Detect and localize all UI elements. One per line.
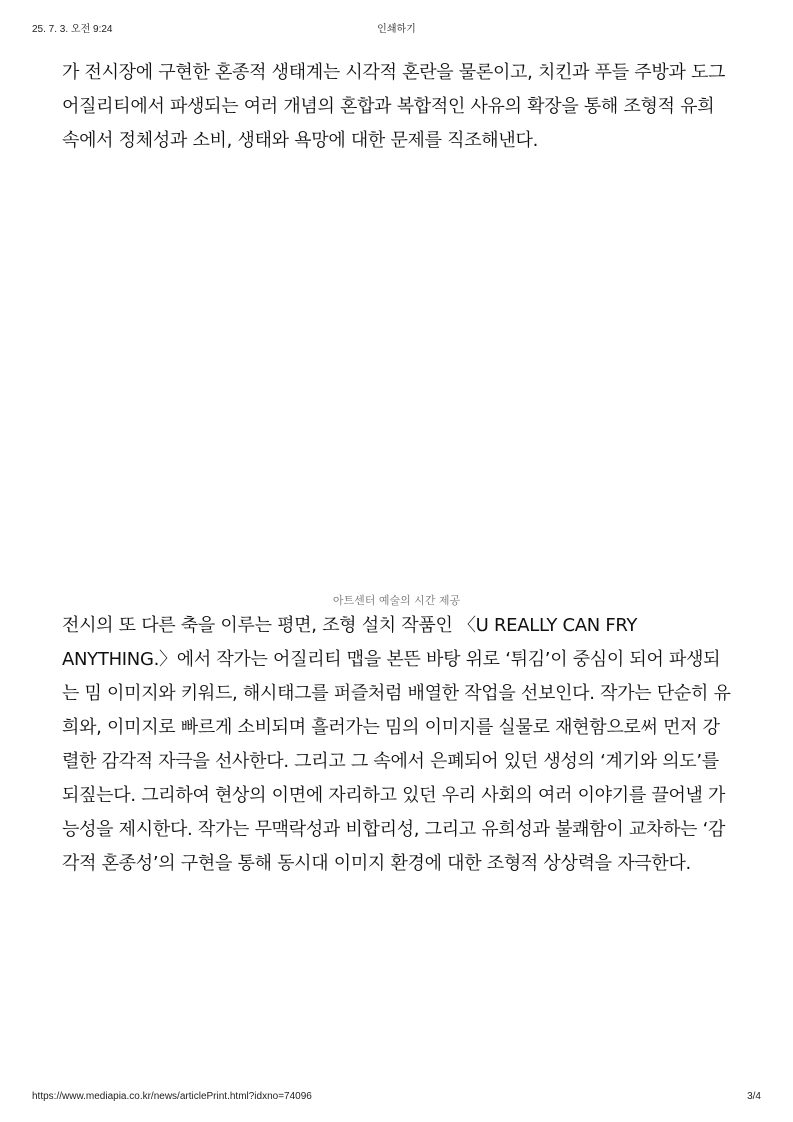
article-image	[62, 172, 736, 572]
print-header	[32, 20, 761, 36]
image-caption: 아트센터 예술의 시간 제공	[332, 594, 461, 607]
paragraph-text: 가 전시장에 구현한 혼종적 생태계는 시각적 혼란을 물론이고, 치킨과 푸들 주방과 도그 어질리티에서 파생되는 여러 개념의 혼합과 복합적인 사유의 확장을 통해 조형적 유희 속에서 정체성과 소비, 생태와 욕망에 대한 문제를 직조해낸다.	[62, 62, 726, 151]
print-date: 25. 7. 3. 오전 9:24	[32, 24, 113, 35]
article-paragraph-main	[62, 609, 736, 881]
article-paragraph-top	[62, 56, 736, 158]
page-url: https://www.mediapia.co.kr/news/articlePrint.html?idxno=74096	[32, 1091, 312, 1102]
print-footer	[32, 1091, 761, 1105]
page-number: 3/4	[747, 1091, 761, 1102]
print-title: 인쇄하기	[377, 24, 416, 35]
paragraph-text: 전시의 또 다른 축을 이루는 평면, 조형 설치 작품인 〈U REALLY CAN FRY ANYTHING.〉에서 작가는 어질리티 맵을 본뜬 바탕 위로 ‘튀김’이 중심이 되어 파생되는 밈 이미지와 키워드, 해시태그를 퍼즐처럼 배열한 작업을 선보인다. 작가는 단순히 유희와, 이미지로 빠르게 소비되며 흘러가는 밈의 이미지를 실물로 재현함으로써 먼저 강렬한 감각적 자극을 선사한다. 그리고 그 속에서 은폐되어 있던 생성의 ‘계기와 의도’를 되짚는다. 그리하여 현상의 이면에 자리하고 있던 우리 사회의 여러 이야기를 끌어낼 가능성을 제시한다. 작가는 무맥락성과 비합리성, 그리고 유희성과 불쾌함이 교차하는 ‘감각적 혼종성’의 구현을 통해 동시대 이미지 환경에 대한 조형적 상상력을 자극한다.	[62, 615, 731, 874]
